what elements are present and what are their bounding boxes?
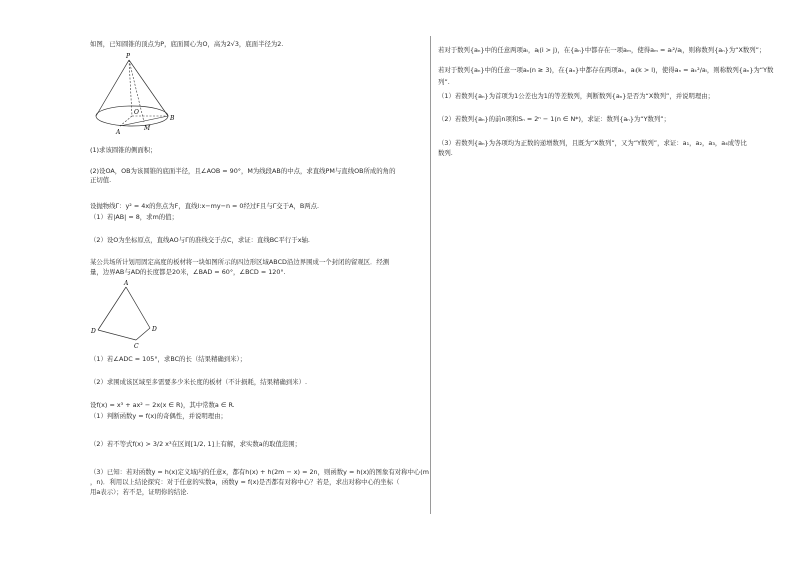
q5-part3-line2: 数列. xyxy=(438,149,453,157)
q3-part2: （2）求围成该区域至多需要多少米长度的板材（不计损耗，结果精确到米）. xyxy=(90,378,307,386)
cone-label-o: O xyxy=(134,109,139,116)
q5-line3: 列”. xyxy=(438,78,450,86)
cone-label-a: A xyxy=(116,129,121,136)
q2-part1: （1）若|AB| = 8，求m的值； xyxy=(90,213,178,221)
q5-part3-line1: （3）若数列{aₙ}为各项均为正数的递增数列，且既为“X数列”，又为“Y数列”，求证：a₁，a₂，a₃，a₄成等比 xyxy=(438,139,747,147)
q3-stem-line1: 某公共场所计划用固定高度的板材将一块如图所示的四边形区域ABCD沿边界围成一个封闭的留观区．经测 xyxy=(90,258,390,266)
q5-part2: （2）若数列{aₙ}的前n项和Sₙ = 2ⁿ − 1(n ∈ N*)，求证：数列{aₙ}为“Y数列”； xyxy=(438,115,671,123)
q1-stem: 如图，已知圆锥的顶点为P，底面圆心为O，高为2√3，底面半径为2. xyxy=(90,40,284,48)
column-divider xyxy=(430,36,431,514)
q1-part1: (1)求该圆锥的侧面积； xyxy=(90,146,157,154)
q4-part3-line2: ，n)．利用以上结论探究：对于任意的实数a，函数y = f(x)是否都有对称中心？若是，求出对称中心的坐标（ xyxy=(90,478,400,486)
q4-part2: （2）若不等式f(x) > 3/2 x³在区间[1/2, 1]上有解，求实数a的取值范围； xyxy=(90,440,302,448)
cone-label-p: P xyxy=(126,53,131,60)
quadrilateral-figure xyxy=(88,278,164,350)
quad-label-c: C xyxy=(134,343,139,350)
q4-stem: 设f(x) = x³ + ax² − 2x(x ∈ R)，其中常数a ∈ R. xyxy=(90,401,235,409)
q5-part1: （1）若数列{aₙ}为首项为1公差也为1的等差数列，判断数列{aₙ}是否为“X数列”，并说明理由； xyxy=(438,92,715,100)
cone-label-b: B xyxy=(170,115,175,122)
q3-part1: （1）若∠ADC = 105°，求BC的长（结果精确到米）； xyxy=(90,355,247,363)
q4-part3-line3: 用a表示）；若不是，证明你的结论. xyxy=(90,488,189,496)
quad-label-d: D xyxy=(91,328,96,335)
q4-part1: （1）判断函数y = f(x)的奇偶性，并说明理由； xyxy=(90,412,227,420)
q1-part2-line1: (2)设OA，OB为该圆锥的底面半径，且∠AOB = 90°，M为线段AB的中点，求直线PM与直线OB所成的角的 xyxy=(90,167,396,175)
q5-line1: 若对于数列{aₙ}中的任意两项aᵢ，aⱼ(i > j)，在{aₙ}中都存在一项aₘ，使得aₘ = aᵢ²/aⱼ，则称数列{aₙ}为“X数列”； xyxy=(438,46,766,54)
q2-stem: 设抛物线Γ：y² = 4x的焦点为F，直线l:x−my−n = 0经过F且与Γ交于A，B两点. xyxy=(90,202,320,210)
q5-line2: 若对于数列{aₙ}中的任意一项aₙ(n ≥ 3)，在{aₙ}中都存在两项aₖ，aₗ(k > l)，使得aₙ = aₖ²/aₗ，则称数列{aₙ}为“Y数 xyxy=(438,66,774,74)
q3-stem-line2: 量，边界AB与AD的长度都是20米，∠BAD = 60°，∠BCD = 120°. xyxy=(90,268,286,276)
q2-part2: （2）设O为坐标原点，直线AO与Γ的准线交于点C，求证：直线BC平行于x轴. xyxy=(90,236,310,244)
cone-label-m: M xyxy=(144,125,151,132)
q4-part3-line1: （3）已知：若对函数y = h(x)定义域内的任意x，都有h(x) + h(2m − x) = 2n，则函数y = h(x)的图象有对称中心(m xyxy=(90,468,430,476)
q1-part2-line2: 正切值. xyxy=(90,176,112,184)
quad-label-a: A xyxy=(124,280,129,287)
quad-label-b: D xyxy=(152,326,157,333)
cone-figure xyxy=(86,50,180,138)
